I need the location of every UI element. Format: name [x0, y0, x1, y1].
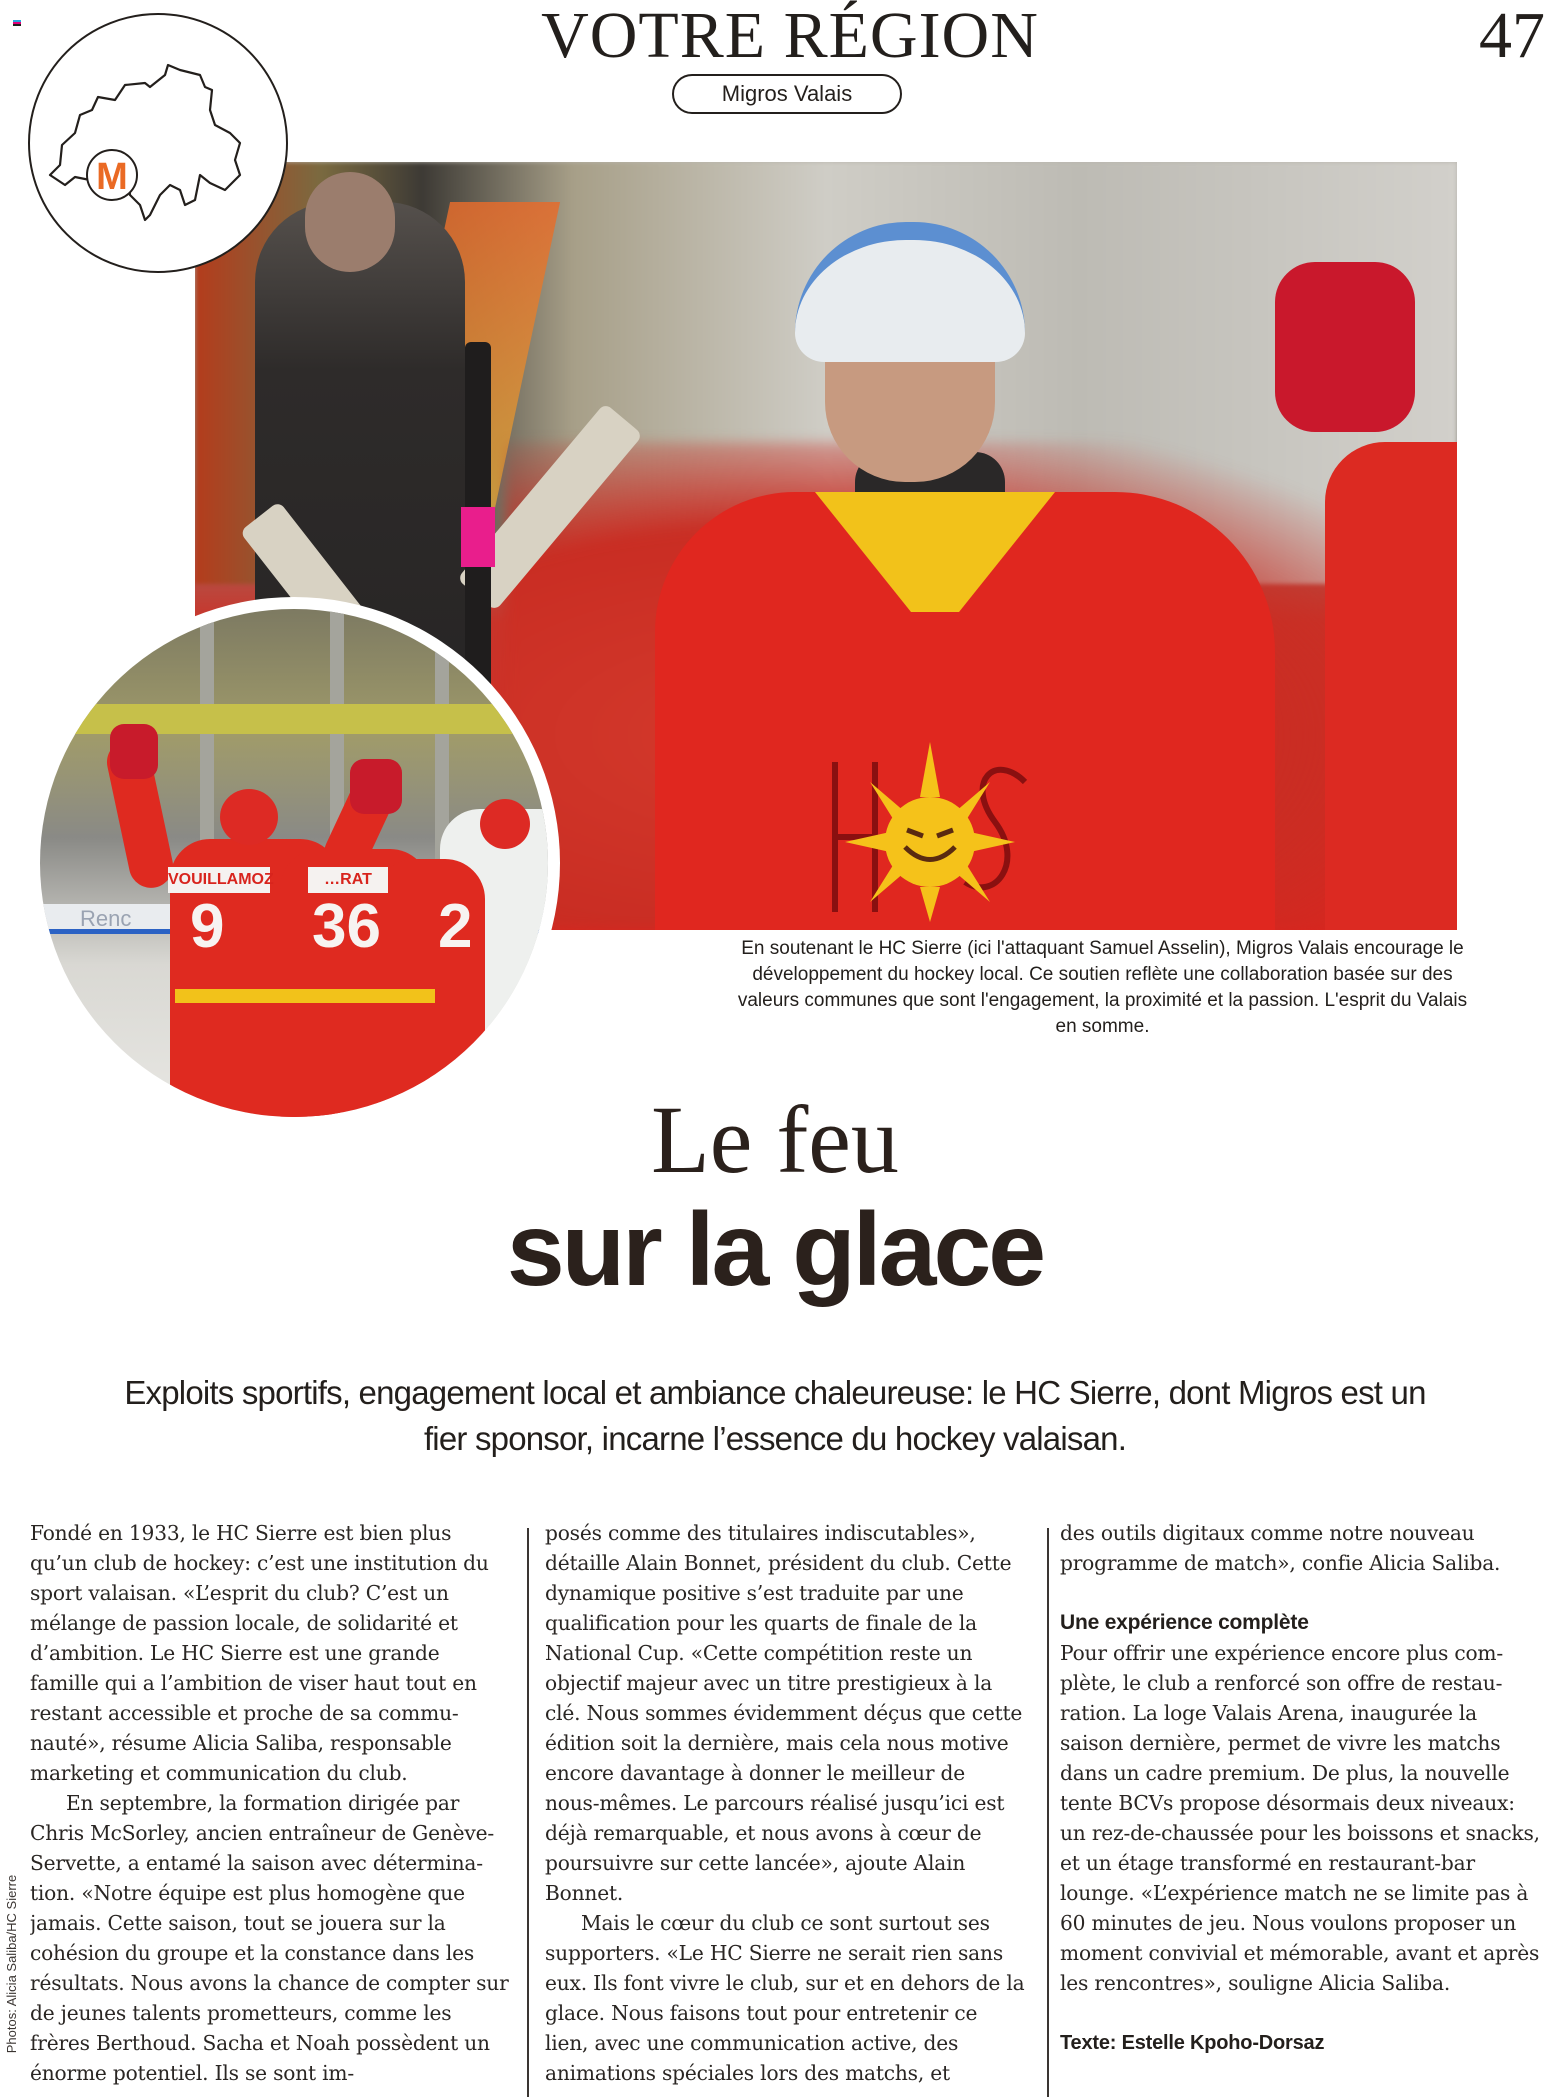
- stick-tape: [461, 507, 495, 567]
- lead-paragraph: Exploits sportifs, engagement local et ambiance chaleureuse: le HC Sierre, dont Migros est un fier sponsor, incarne l’essence du hockey valaisan.: [124, 1374, 1426, 1457]
- article-column-1: [30, 1518, 510, 2097]
- player-glove: [350, 759, 402, 814]
- switzerland-map-icon: [30, 15, 288, 273]
- photo-credit: Photos: Alicia Saliba/HC Sierre: [4, 1874, 19, 2054]
- player-helmet: [480, 799, 530, 849]
- jersey-nameplate: …RAT: [308, 867, 388, 893]
- body-paragraph: Mais le cœur du club ce sont surtout ses supporters. «Le HC Sierre ne serait rien sans eux. Ils font vivre le club, sur et en dehors de la glace. Nous faisons tout pour entretenir ce lien, avec une communication active, des animations spéciales lors des matchs, et: [545, 1911, 1025, 2085]
- print-registration-mark: [13, 20, 21, 28]
- player-glove: [110, 724, 158, 779]
- headline-line-2: sur la glace: [506, 1192, 1044, 1308]
- sun-crest-icon: [815, 722, 1045, 922]
- body-paragraph: posés comme des titulaires indiscutables», détaille Alain Bonnet, président du club. Cette dynamique positive s’est traduite par une qualification pour les quarts de finale de la National Cup. «Cette compétition reste un objectif majeur avec un titre prestigieux à la clé. Nous sommes évidemment déçus que cette édition soit la dernière, mais cela nous motive encore davantage à donner le meilleur de nous-mêmes. Le parcours réalisé jusqu’ici est déjà remarquable, et nous avons à cœur de poursuivre sur cette lancée», ajoute Alain Bonnet.: [545, 1521, 1023, 1905]
- author-byline: Texte: Estelle Kpoho-Dorsaz: [1060, 2032, 1325, 2054]
- svg-text:M: M: [96, 156, 128, 198]
- jersey-nameplate: VOUILLAMOZ: [168, 867, 270, 893]
- inset-photo: [40, 609, 548, 1117]
- body-paragraph: Fondé en 1933, le HC Sierre est bien plus qu’un club de hockey: c’est une institution du sport valaisan. «L’esprit du club? C’est un mélange de passion locale, de solidarité et d’ambition. Le HC Sierre est une grande famille qui a l’ambition de viser haut tout en restant accessible et proche de sa communauté», résume Alicia Saliba, responsable marketing et communication du club.: [30, 1521, 489, 1785]
- jersey-number: 36: [312, 892, 381, 961]
- jersey-number: 2: [438, 892, 473, 961]
- section-subhead: Une expérience complète: [1060, 1611, 1309, 1634]
- page-number: 47: [1479, 0, 1545, 72]
- region-label: Migros Valais: [672, 74, 902, 114]
- body-paragraph: Pour offrir une expérience encore plus complète, le club a renforcé son offre de restauration. La loge Valais Arena, inaugurée la saison dernière, permet de vivre les matchs dans un cadre premium. De plus, la nouvelle tente BCVs propose désormais deux niveaux: un rez-de-chaussée pour les boissons et snacks, et un étage transformé en restaurant-bar lounge. «L’expérience match ne se limite pas à 60 minutes de jeu. Nous voulons proposer un moment convivial et mémorable, avant et après les rencontres», souligne Alicia Saliba.: [1060, 1641, 1540, 1995]
- column-divider: [527, 1528, 529, 2097]
- article-column-3: [1060, 1518, 1545, 2097]
- jersey-stripe: [175, 989, 435, 1003]
- column-divider: [1047, 1528, 1049, 2097]
- jersey-number: 9: [190, 892, 225, 961]
- section-title: VOTRE RÉGION: [541, 0, 1039, 72]
- player-glove: [1275, 262, 1415, 432]
- body-paragraph: En septembre, la formation dirigée par Chris McSorley, ancien entraîneur de Genève-Servette, a entamé la saison avec détermination. «Notre équipe est plus homogène que jamais. Cette saison, tout se jouera sur la cohésion du groupe et la constance dans les résultats. Nous avons la chance de compter sur de jeunes talents prometteurs, comme les frères Berthoud. Sacha et Noah possèdent un énorme potentiel. Ils se sont im-: [30, 1791, 509, 2085]
- photo-caption: En soutenant le HC Sierre (ici l'attaquant Samuel Asselin), Migros Valais encourage le développement du hockey local. Ce soutien reflète une collaboration basée sur des valeurs communes que sont l'engagement, la proximité et la passion. L'esprit du Valais en somme.: [737, 938, 1468, 1037]
- article-column-2: [545, 1518, 1025, 2097]
- board-advert: Renc: [80, 906, 132, 931]
- body-paragraph: des outils digitaux comme notre nouveau programme de match», confie Alicia Saliba.: [1060, 1521, 1501, 1575]
- headline-line-1: Le feu: [651, 1086, 899, 1193]
- coach-head: [305, 172, 395, 272]
- teammate-figure: [1325, 442, 1457, 930]
- player-helmet: [220, 789, 278, 845]
- migros-region-logo: [28, 13, 288, 273]
